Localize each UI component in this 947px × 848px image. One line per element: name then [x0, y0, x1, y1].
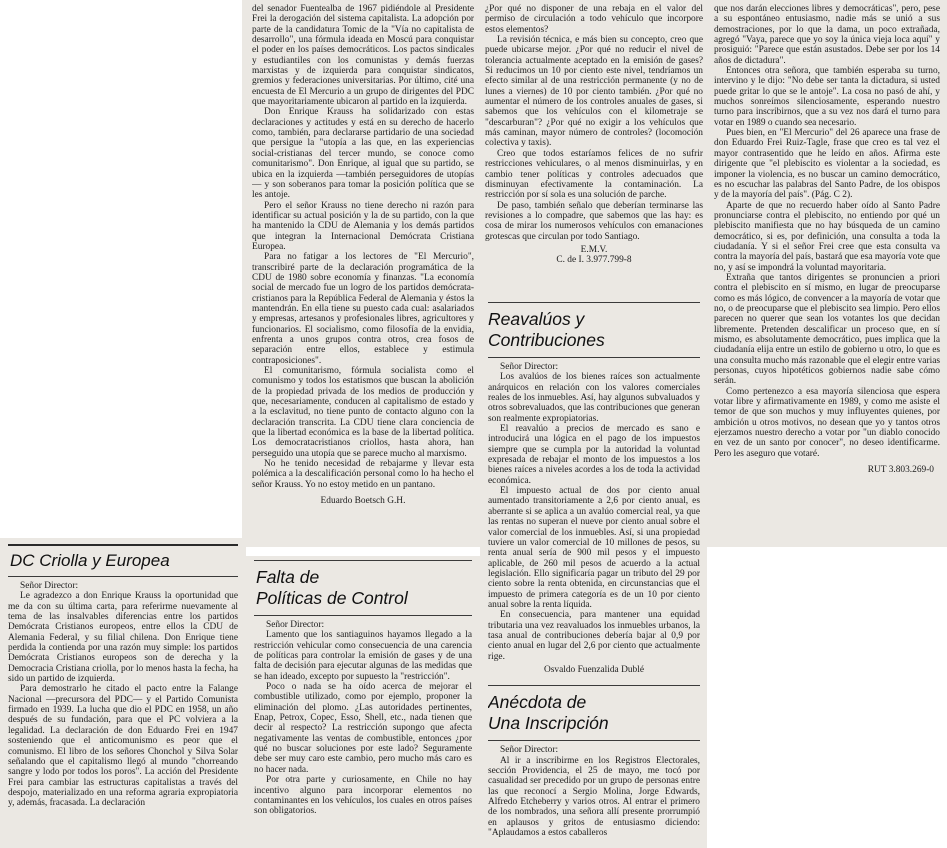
paragraph: La revisión técnica, e más bien su concepto, creo que puede ubicarse mejor. ¿Por qué no reducir el nivel de tolerancia actualmente aceptado en la emisión de gases? Si reducimos un 10 por ciento este nivel, tendríamos un efecto similar al de una restricción permanente (y no de lunes a viernes) de 10 por ciento también. ¿Por qué no aumentar el número de los controles anuales de gases, si sabemos que los vehículos con el kilometraje se "descarburan"? ¿Por qué no exigir a los vehículos que más caminan, mayor número de controles? (locomoción colectiva y taxis).: [485, 35, 703, 149]
column-reavaluos: [488, 302, 700, 848]
divider: [8, 576, 238, 577]
paragraph: El impuesto actual de dos por ciento anual aumentado transitoriamente a 2,6 por ciento anual, es aberrante si se aplica a un avalúo comercial real, ya que las rentas no superan el nueve por ciento anual sobre el valor comercial de los inmuebles. Así, si una propiedad tuviere un valor comercial de 10 millones de pesos, su renta anual sería de 900 mil pesos y el impuesto aplicable, de 260 mil pesos de acuerdo a la actual legislación. Ello significaría pagar un tributo del 29 por ciento sobre la renta obtenida, en circunstancias que el impuesto de primera categoría es de un 10 por ciento anual sobre la renta líquida.: [488, 486, 700, 610]
paragraph: El comunitarismo, fórmula socialista como el comunismo y todos los estatismos que buscan la abolición de la propiedad privada de los medios de producción y que, necesariamente, conducen al capitalismo de estado y a la esclavitud, no tiene punto de contacto alguno con la declaración transcrita. La CDU tiene clara conciencia de que la libertad económica es la base de la libertad política. Los democratacristianos criollos, hasta ahora, han perseguido una utopía que se parece mucho al marxismo.: [252, 366, 474, 459]
clipping-reavaluos-anecdota: [480, 296, 707, 848]
salutation: Señor Director:: [500, 362, 559, 372]
divider: [488, 685, 700, 686]
salutation: Señor Director:: [20, 581, 79, 591]
paragraph: Pero el señor Krauss no tiene derecho ni razón para identificar su actual posición y la de su partido, con la que ha mantenido la CDU de Alemania y los demás partidos que integran la Internacional Demócrata Cristiana Europea.: [252, 200, 474, 252]
divider: [254, 560, 472, 561]
headline-line: Políticas de Control: [256, 588, 408, 608]
signature: RUT 3.803.269-0: [867, 465, 934, 476]
clipping-falta-politicas: [246, 556, 480, 848]
salutation: Señor Director:: [266, 620, 325, 630]
paragraph: Para no fatigar a los lectores de "El Mercurio", transcribiré parte de la declaración programática de la CDU de 1980 sobre economía y finanzas. "La economía social de mercado fue un logro de los partidos demócrata-cristianos para la República Federal de Alemania y éstos la mantendrán. En ella tiene su puesto cada cual: asalariados y empresas, artesanos y profesionales libres, agricultores y funcionarios. El socialismo, como filosofía de la envidia, enfrenta a unos grupos contra otros, crea fosos de separación entre ellos, establece y estimula contraposiciones".: [252, 252, 474, 366]
paragraph: El reavalúo a precios de mercado es sano e introducirá una lógica en el pago de los impuestos siempre que se cumpla por la autoridad la voluntad expresada de rebajar el monto de los impuestos a los bienes raíces a niveles acordes a los de toda la actividad económica.: [488, 424, 700, 486]
column-dc-criolla: [8, 544, 238, 848]
signature: Eduardo Boetsch G.H.: [320, 496, 406, 507]
paragraph: Al ir a inscribirme en los Registros Electorales, sección Providencia, el 25 de mayo, me tocó por casualidad ser precedido por un grupo de personas entre las que reconocí a Sergio Molina, Jorge Edwards, Alfredo Etcheberry y varios otros. Al entrar el primero de los nombrados, una señora allí presente prorrumpió en aplausos y gritos de entusiasmo diciendo: "Aplaudamos a estos caballeros: [488, 755, 700, 839]
headline-line: Reavalúos y: [488, 309, 585, 329]
paragraph: Como pertenezco a esa mayoría silenciosa que espera votar libre y afirmativamente en 1989, y como me asiste el temor de que son muchos y muy influyentes quienes, por ambición u otros motivos, no desean que yo y tantos otros ejerzamos nuestro derecho a votar por "un diablo conocido en vez de un santo por conocer", no deseo identificarme. Pero les aseguro que votaré.: [714, 386, 940, 459]
column-anecdota-continued: [714, 4, 940, 547]
paragraph: Extraña que tantos dirigentes se pronuncien a priori contra el plebiscito en sí mismo, en lugar de preocuparse como es más lógico, de convencer a la mayoría de votar que no, o de preocuparse que el plebiscito sea limpio. Pero ellos parecen no querer que sean los votantes los que decidan libremente. Pretenden descalificar un proceso que, en sí mismo, es absolutamente democrático, pues implica que la ciudadanía elija entre un estilo de gobierno u otro, lo que es una consulta mucho más razonable que el elegir entre varias personas, cuyos hipotéticos gobiernos nadie sabe cómo serán.: [714, 272, 940, 387]
signature-name: E.M.V.: [580, 244, 608, 255]
headline-dc-criolla: DC Criolla y Europea: [10, 551, 170, 570]
divider: [488, 357, 700, 358]
divider: [8, 544, 238, 546]
divider: [488, 302, 700, 303]
paragraph: Aparte de que no recuerdo haber oído al Santo Padre pronunciarse contra el plebiscito, no entiendo por qué un plebiscito manifiesta que no hay búsqueda de un camino democrático, si es, por definición, una consulta a toda la ciudadanía. Y si el señor Frei cree que esta consulta va contra la mayoría del país, bastará que esa mayoría vote que no, y así se impondrá la voluntad mayoritaria.: [714, 200, 940, 273]
paragraph: Los avalúos de los bienes raíces son actualmente anárquicos en relación con los valores comerciales reales de los inmuebles. Así, hay algunos subvaluados y otros sobrevaluados, que las contribuciones que generan son realmente expropiatorias.: [488, 372, 700, 424]
paragraph: Le agradezco a don Enrique Krauss la oportunidad que me da con su última carta, para referirme nuevamente al tema de las insalvables diferencias entre los partidos Demócrata Cristianos europeos, entre ellos la CDU de Alemania Federal, y su filial chilena. Don Enrique tiene perdida la contienda por una razón muy simple: los partidos Demócrata Cristianos europeos son de derecha y la Democracia Cristiana criolla, por lo menos hasta la fecha, ha sido un partido de izquierda.: [8, 591, 238, 685]
column-falta-continued: [485, 4, 703, 310]
paragraph: Para demostrarlo he citado el pacto entre la Falange Nacional —precursora del PDC— y el Partido Comunista firmado en 1939. La lucha que dio el PDC en 1958, un año después de su fundación, para que el PC volviera a la legalidad. La declaración de don Eduardo Frei en 1947 sosteniendo que el anticomunismo es peor que el comunismo. El libro de los señores Chonchol y Silva Solar señalando que el capitalismo llegó al mundo "chorreando sangre y lodo por todos los poros". La acción del Presidente Frei para cambiar las estructuras capitalistas a través del despojo, materializado en una reforma agraria expropiatoria y, además, fracasada. La declaración: [8, 684, 238, 809]
paragraph: Lamento que los santiaguinos hayamos llegado a la restricción vehicular como consecuencia de una carencia de políticas para controlar la emisión de gases y de una falta de decisión para ejecutar algunas de las medidas que se han ideado, excepto por supuesto la "restricción".: [254, 630, 472, 682]
divider: [488, 740, 700, 741]
headline-line: Contribuciones: [488, 330, 605, 350]
paragraph: De paso, también señalo que deberían terminarse las revisiones a lo compadre, que sabemos que las hay: es cosa de mirar los numerosos vehículos con emanaciones grotescas que circulan por todo Santiago.: [485, 200, 703, 242]
signature: Osvaldo Fuenzalida Dublé: [544, 664, 644, 675]
signature-id: C. de I. 3.977.799-8: [556, 255, 632, 266]
paragraph: Pues bien, en "El Mercurio" del 26 aparece una frase de don Eduardo Frei Ruiz-Tagle, frase que creo es tal vez el mayor contrasentido que he leído en años. Afirma este dirigente que "el plebiscito es violentar a la sociedad, es imponer la violencia, es no buscar un camino democrático, es no escuchar las palabras del Santo Padre, de los obispos y de la mayoría del país". (Pág. C 2).: [714, 128, 940, 201]
paragraph: Creo que todos estaríamos felices de no sufrir restricciones vehiculares, o al menos disminuirlas, y en cambio tener políticas y controles adecuados que disminuyan efectivamente la contaminación. La restricción por sí sola es una solución de parche.: [485, 148, 703, 201]
column-dc-continued: [252, 4, 474, 547]
salutation: Señor Director:: [500, 745, 559, 756]
divider: [254, 615, 472, 616]
paragraph: En consecuencia, para mantener una equidad tributaria una vez reavaluados los inmuebles urbanos, la tasa anual de contribuciones debería bajar al 0,9 por ciento anual en lugar del 2,6 por ciento que actualmente rige.: [488, 610, 700, 662]
paragraph: del senador Fuentealba de 1967 pidiéndole al Presidente Frei la derogación del sistema capitalista. La adopción por parte de la candidatura Tomic de la "Vía no capitalista de desarrollo", una fórmula ideada en Moscú para conquistar el poder en los países democráticos. Los pactos sindicales y estudiantiles con los comunistas y demás fuerzas marxistas y de izquierda para conquistar sindicatos, gremios y federaciones universitarias. Por último, cité una encuesta de El Mercurio a un grupo de dirigentes del PDC que mayoritariamente ubicaron al partido en la izquierda.: [252, 4, 474, 108]
paragraph: Poco o nada se ha oído acerca de mejorar el combustible utilizado, como por ejemplo, proponer la eliminación del plomo. ¿Las autoridades pertinentes, Enap, Petrox, Copec, Esso, Shell, etc., nada tienen que decir al respecto? La restricción supongo que afecta negativamente las ventas de combustible, entonces ¿por qué no buscar soluciones por este lado? Seguramente debe ser muy caro este cambio, pero mucho más caro es no hacer nada.: [254, 682, 472, 775]
headline-falta: [254, 567, 472, 609]
clipping-dc-criolla: [0, 538, 246, 848]
paragraph: Entonces otra señora, que también esperaba su turno, intervino y le dijo: "No debe ser tanta la dictadura, si usted puede gritar lo que se le antoje". La cosa no pasó de ahí, y muchos sonreímos silenciosamente, esperando nuestro turno para inscribirnos, que a su vez nos dará el turno para votar en 1989 o cuando sea necesario.: [714, 66, 940, 128]
headline-line: Falta de: [256, 567, 320, 587]
paragraph: Don Enrique Krauss ha solidarizado con estas declaraciones y actitudes y está en su derecho de hacerlo como, también, para declararse partidario de una sociedad que persigue la "utopía a las que, en las experiencias social-cristianas del tercer mundo, se conoce como comunitarismo". Don Enrique, al igual que su partido, se ubica en la izquierda —también perseguidores de utopías— y son soberanos para tomar la posición política que se les antoje.: [252, 107, 474, 201]
paragraph: Por otra parte y curiosamente, en Chile no hay incentivo alguno para incorporar elementos no contaminantes en los vehículos, los cuales en otros países son obligatorios.: [254, 775, 472, 817]
column-falta: [254, 560, 472, 848]
paragraph: que nos darán elecciones libres y democráticas", pero, pese a su espontáneo entusiasmo, nadie más se unió a sus demostraciones, por lo que la dama, un poco extrañada, agregó "Vaya, parece que yo soy la única vieja loca aquí" y prosiguió: "Parece que están asustados. Debe ser por los 14 años de dictadura".: [714, 4, 940, 66]
headline-anecdota: [488, 692, 700, 734]
headline-line: Una Inscripción: [488, 713, 609, 734]
paragraph: No he tenido necesidad de rebajarme y llevar esta polémica a la descalificación personal como lo ha hecho el señor Krauss. Yo no estoy metido en un pantano.: [252, 459, 474, 490]
headline-line: Anécdota de: [488, 692, 587, 713]
paragraph: ¿Por qué no disponer de una rebaja en el valor del permiso de circulación a todo vehículo que incorpore estos elementos?: [485, 4, 703, 35]
headline-reavaluos: [488, 309, 700, 351]
